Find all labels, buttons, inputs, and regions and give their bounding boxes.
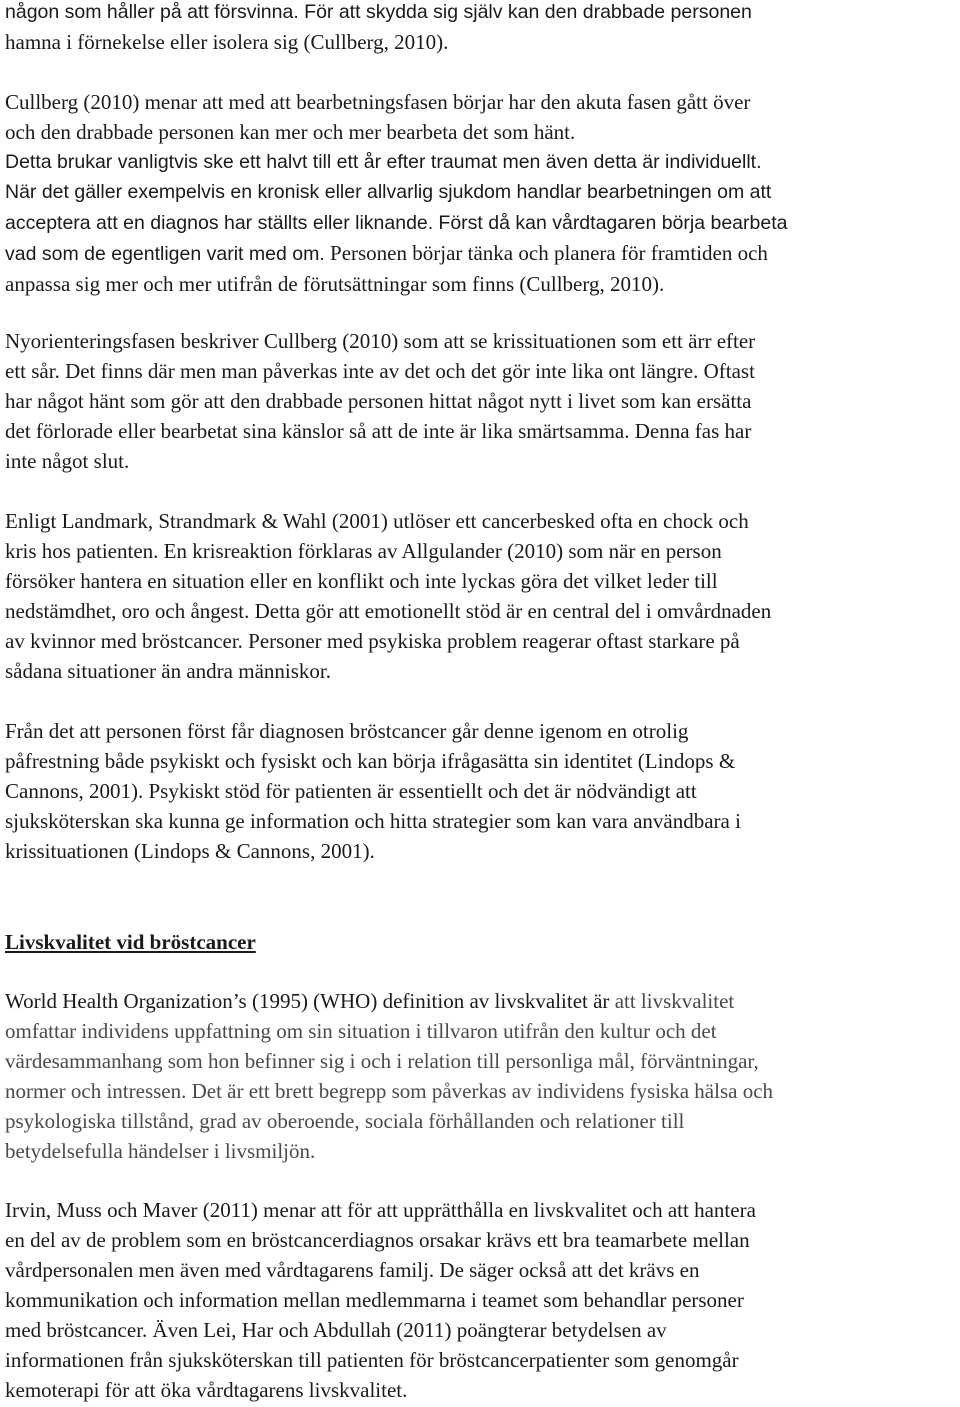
text-segment: Först då kan vårdtagaren börja bearbeta: [438, 212, 788, 234]
text-line: nedstämdhet, oro och ångest. Detta gör att emotionellt stöd är en central del i omvårdnaden: [5, 599, 772, 623]
paragraph-5: [5, 716, 741, 866]
paragraph-7: [5, 1195, 756, 1405]
text-line: och den drabbade personen kan mer och mer bearbeta det som hänt.: [5, 120, 576, 144]
text-line: en del av de problem som en bröstcancerdiagnos orsakar krävs ett bra teamarbete mellan: [5, 1228, 750, 1252]
text-segment: vad som de egentligen varit med om.: [5, 243, 325, 265]
text-line: normer och intressen. Det är ett brett begrepp som påverkas av individens fysiska hälsa och: [5, 1079, 774, 1103]
text-line: någon som håller på att försvinna. För att skydda sig själv kan den drabbade personen: [5, 1, 752, 23]
paragraph-1: [5, 0, 752, 57]
paragraph-2: [5, 87, 787, 299]
text-segment: att livskvalitet: [614, 989, 735, 1013]
text-line: [5, 207, 787, 238]
text-line: sjuksköterskan ska kunna ge information och hitta strategier som kan vara användbara i: [5, 809, 741, 833]
paragraph-6: [5, 986, 773, 1166]
text-line: anpassa sig mer och mer utifrån de förutsättningar som finns (Cullberg, 2010).: [5, 272, 665, 296]
paragraph-4: [5, 506, 771, 686]
text-line: psykologiska tillstånd, grad av oberoende, sociala förhållanden och relationer till: [5, 1109, 685, 1133]
text-line: av kvinnor med bröstcancer. Personer med psykiska problem reagerar oftast starkare på: [5, 629, 740, 653]
text-line: Cullberg (2010) menar att med att bearbetningsfasen börjar har den akuta fasen gått över: [5, 90, 751, 114]
text-line: med bröstcancer. Även Lei, Har och Abdullah (2011) poängterar betydelsen av: [5, 1318, 667, 1342]
text-line: hamna i förnekelse eller isolera sig (Cullberg, 2010).: [5, 30, 449, 54]
text-line: kemoterapi för att öka vårdtagarens livskvalitet.: [5, 1378, 408, 1402]
text-line: det förlorade eller bearbetat sina känslor så att de inte är lika smärtsamma. Denna fas har: [5, 419, 752, 443]
text-line: kommunikation och information mellan medlemmarna i teamet som behandlar personer: [5, 1288, 744, 1312]
section-heading: Livskvalitet vid bröstcancer: [5, 930, 256, 954]
text-line: Detta brukar vanligtvis ske ett halvt till ett år efter traumat men även detta är individuellt.: [5, 151, 762, 173]
text-segment: Personen börjar tänka och planera för framtiden och: [330, 241, 768, 265]
text-line: ett sår. Det finns där men man påverkas inte av det och det gör inte lika ont längre. Oftast: [5, 359, 755, 383]
text-line: har något hänt som gör att den drabbade personen hittat något nytt i livet som kan ersätta: [5, 389, 752, 413]
text-line: informationen från sjuksköterskan till patienten för bröstcancerpatienter som genomgår: [5, 1348, 739, 1372]
text-line: sådana situationer än andra människor.: [5, 659, 331, 683]
text-line: värdesammanhang som hon befinner sig i och i relation till personliga mål, förväntningar,: [5, 1049, 759, 1073]
text-segment: World Health Organization’s (1995) (WHO) definition av livskvalitet är: [5, 989, 610, 1013]
text-segment: acceptera att en diagnos har ställts eller liknande.: [5, 212, 434, 234]
text-line: omfattar individens uppfattning om sin situation i tillvaron utifrån den kultur och det: [5, 1019, 717, 1043]
text-line: påfrestning både psykiskt och fysiskt och kan börja ifrågasätta sin identitet (Lindops &: [5, 749, 736, 773]
text-line: betydelsefulla händelser i livsmiljön.: [5, 1139, 316, 1163]
paragraph-3: [5, 326, 755, 476]
text-line: När det gäller exempelvis en kronisk eller allvarlig sjukdom handlar bearbetningen om att: [5, 181, 772, 203]
text-line: krissituationen (Lindops & Cannons, 2001).: [5, 839, 375, 863]
text-line: Cannons, 2001). Psykiskt stöd för patienten är essentiellt och det är nödvändigt att: [5, 779, 697, 803]
text-line: Irvin, Muss och Maver (2011) menar att för att upprätthålla en livskvalitet och att hantera: [5, 1198, 756, 1222]
text-line: inte något slut.: [5, 449, 130, 473]
text-line: kris hos patienten. En krisreaktion förklaras av Allgulander (2010) som när en person: [5, 539, 722, 563]
text-line: [5, 238, 787, 269]
text-line: försöker hantera en situation eller en konflikt och inte lyckas göra det vilket leder till: [5, 569, 718, 593]
text-line: Nyorienteringsfasen beskriver Cullberg (2010) som att se krissituationen som ett ärr efter: [5, 329, 756, 353]
text-line: Från det att personen först får diagnosen bröstcancer går denne igenom en otrolig: [5, 719, 689, 743]
text-line: [5, 986, 773, 1016]
text-line: Enligt Landmark, Strandmark & Wahl (2001) utlöser ett cancerbesked ofta en chock och: [5, 509, 749, 533]
text-line: vårdpersonalen men även med vårdtagarens familj. De säger också att det krävs en: [5, 1258, 700, 1282]
